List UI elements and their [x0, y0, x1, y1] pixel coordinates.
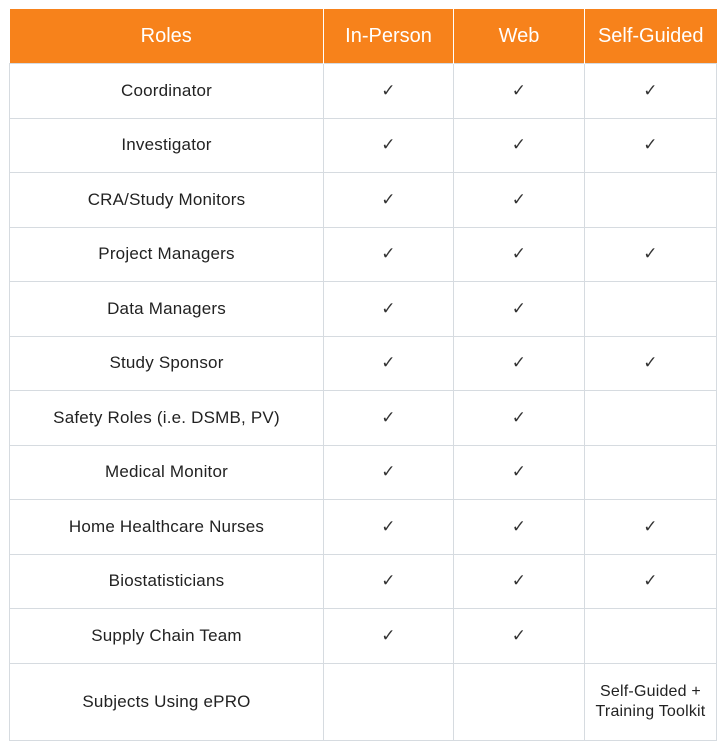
table-row	[10, 663, 717, 740]
web-cell: ✓	[454, 227, 585, 282]
header-web: Web	[454, 9, 585, 64]
table-row	[10, 609, 717, 664]
training-roles-table	[9, 9, 717, 741]
self-guided-cell: ✓	[585, 64, 717, 119]
web-cell: ✓	[454, 336, 585, 391]
in-person-cell: ✓	[324, 554, 454, 609]
role-cell: Home Healthcare Nurses	[10, 500, 324, 555]
role-cell: Supply Chain Team	[10, 609, 324, 664]
table-body	[10, 64, 717, 741]
web-cell: ✓	[454, 118, 585, 173]
in-person-cell: ✓	[324, 500, 454, 555]
web-cell: ✓	[454, 173, 585, 228]
self-guided-cell: ✓	[585, 227, 717, 282]
self-guided-cell: ✓	[585, 336, 717, 391]
table-row	[10, 173, 717, 228]
self-guided-cell	[585, 445, 717, 500]
self-guided-cell: ✓	[585, 118, 717, 173]
web-cell: ✓	[454, 445, 585, 500]
table-row	[10, 227, 717, 282]
web-cell: ✓	[454, 554, 585, 609]
role-cell: Project Managers	[10, 227, 324, 282]
in-person-cell: ✓	[324, 227, 454, 282]
header-row	[10, 9, 717, 64]
in-person-cell: ✓	[324, 282, 454, 337]
table-row	[10, 64, 717, 119]
table-header	[10, 9, 717, 64]
in-person-cell: ✓	[324, 118, 454, 173]
role-cell: Study Sponsor	[10, 336, 324, 391]
self-guided-cell	[585, 282, 717, 337]
self-guided-cell: ✓	[585, 500, 717, 555]
table-row	[10, 282, 717, 337]
web-cell	[454, 663, 585, 740]
table-row	[10, 391, 717, 446]
web-cell: ✓	[454, 500, 585, 555]
training-roles-table-container	[9, 9, 716, 741]
self-guided-cell	[585, 391, 717, 446]
self-guided-cell: ✓	[585, 554, 717, 609]
in-person-cell: ✓	[324, 445, 454, 500]
in-person-cell: ✓	[324, 609, 454, 664]
in-person-cell: ✓	[324, 391, 454, 446]
role-cell: Safety Roles (i.e. DSMB, PV)	[10, 391, 324, 446]
web-cell: ✓	[454, 609, 585, 664]
role-cell: Biostatisticians	[10, 554, 324, 609]
table-row	[10, 445, 717, 500]
role-cell: Medical Monitor	[10, 445, 324, 500]
role-cell: Investigator	[10, 118, 324, 173]
table-row	[10, 554, 717, 609]
in-person-cell: ✓	[324, 173, 454, 228]
self-guided-cell	[585, 609, 717, 664]
web-cell: ✓	[454, 64, 585, 119]
self-guided-cell	[585, 173, 717, 228]
header-roles: Roles	[10, 9, 324, 64]
table-row	[10, 118, 717, 173]
in-person-cell: ✓	[324, 336, 454, 391]
web-cell: ✓	[454, 391, 585, 446]
in-person-cell: ✓	[324, 64, 454, 119]
web-cell: ✓	[454, 282, 585, 337]
role-cell: Subjects Using ePRO	[10, 663, 324, 740]
self-guided-note-cell: Self-Guided + Training Toolkit	[585, 663, 717, 740]
table-row	[10, 336, 717, 391]
role-cell: Coordinator	[10, 64, 324, 119]
role-cell: CRA/Study Monitors	[10, 173, 324, 228]
header-self-guided: Self-Guided	[585, 9, 717, 64]
table-row	[10, 500, 717, 555]
role-cell: Data Managers	[10, 282, 324, 337]
header-in-person: In-Person	[324, 9, 454, 64]
in-person-cell	[324, 663, 454, 740]
